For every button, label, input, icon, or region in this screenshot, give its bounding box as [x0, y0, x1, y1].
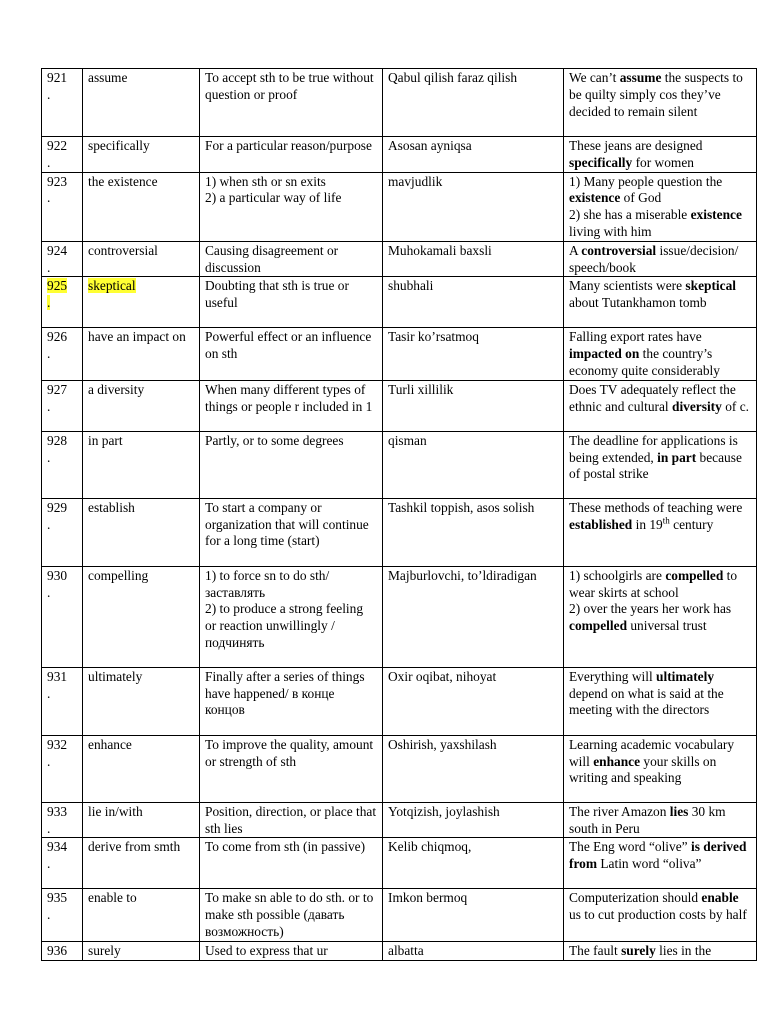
example-cell	[564, 838, 757, 889]
definition-cell: Partly, or to some degrees	[200, 431, 383, 498]
example-text: living with him	[569, 223, 652, 239]
word-cell	[83, 889, 200, 941]
word-cell	[83, 941, 200, 960]
table-row	[42, 69, 757, 137]
definition-cell: Used to express that ur	[200, 941, 383, 960]
example-cell	[564, 941, 757, 960]
example-text: depend on what is said at the meeting with the directors	[569, 685, 724, 718]
row-number: 928 .	[47, 432, 68, 465]
vocabulary-word: in part	[88, 432, 123, 448]
translation-cell: Asosan ayniqsa	[383, 137, 564, 173]
example-cell	[564, 498, 757, 566]
row-number: 924 .	[47, 242, 68, 275]
vocabulary-word: the existence	[88, 173, 158, 189]
example-text: to wear skirts at school 2) over the years her work has	[569, 567, 738, 617]
example-text: your skills on writing and speaking	[569, 753, 717, 786]
row-number-cell	[42, 566, 83, 667]
translation-cell: Imkon bermoq	[383, 889, 564, 941]
row-number-cell	[42, 889, 83, 941]
definition-cell: When many different types of things or people r included in 1	[200, 380, 383, 431]
row-number: 925 .	[47, 278, 68, 311]
example-cell	[564, 172, 757, 241]
document-page	[41, 68, 756, 961]
example-text: lies in the	[655, 942, 712, 958]
example-text: 1) schoolgirls are	[569, 567, 666, 583]
vocabulary-word: establish	[88, 499, 135, 515]
table-row	[42, 328, 757, 380]
word-cell	[83, 277, 200, 328]
example-cell	[564, 431, 757, 498]
row-number-cell	[42, 941, 83, 960]
vocabulary-word: compelling	[88, 567, 149, 583]
row-number-cell	[42, 69, 83, 137]
example-cell	[564, 380, 757, 431]
word-cell	[83, 241, 200, 277]
example-text: Everything will	[569, 668, 657, 684]
example-text: the country’s economy quite considerably	[569, 346, 720, 378]
example-keyword: existence	[690, 207, 742, 223]
row-number: 933 .	[47, 803, 68, 836]
example-keyword: compelled	[665, 567, 724, 583]
vocabulary-word: a diversity	[88, 381, 145, 397]
example-cell	[564, 241, 757, 277]
example-text: Latin word “oliva”	[597, 856, 702, 872]
example-text: We can’t	[569, 70, 620, 85]
word-cell	[83, 431, 200, 498]
example-keyword: in part	[657, 449, 697, 465]
row-number: 929 .	[47, 499, 68, 532]
row-number-cell	[42, 498, 83, 566]
example-text: because of postal strike	[569, 449, 742, 482]
definition-cell: To start a company or organization that will continue for a long time (start)	[200, 498, 383, 566]
row-number: 931 .	[47, 668, 68, 701]
row-number-cell	[42, 241, 83, 277]
example-text: of c.	[721, 398, 749, 414]
definition-cell: Doubting that sth is true or useful	[200, 277, 383, 328]
definition-cell: To make sn able to do sth. or to make sth possible (давать возможность)	[200, 889, 383, 941]
definition-cell: Position, direction, or place that sth lies	[200, 802, 383, 838]
row-number: 921 .	[47, 70, 68, 102]
example-text: Many scientists were	[569, 278, 686, 294]
example-keyword: enable	[701, 890, 739, 906]
row-number-cell	[42, 802, 83, 838]
translation-cell: Majburlovchi, to’ldiradigan	[383, 566, 564, 667]
example-text: th	[662, 515, 670, 526]
translation-cell: Tasir ko’rsatmoq	[383, 328, 564, 380]
example-keyword: established	[569, 516, 633, 532]
example-text: These jeans are designed	[569, 138, 703, 153]
example-cell	[564, 277, 757, 328]
vocabulary-word: surely	[88, 942, 121, 958]
vocabulary-word: skeptical	[88, 278, 136, 294]
example-keyword: surely	[621, 942, 656, 958]
word-cell	[83, 137, 200, 173]
example-keyword: impacted on	[569, 346, 640, 362]
definition-cell: For a particular reason/purpose	[200, 137, 383, 173]
row-number: 935 .	[47, 890, 68, 923]
vocabulary-word: enhance	[88, 736, 132, 752]
example-text: of God 2) she has a miserable	[569, 190, 688, 223]
table-row	[42, 735, 757, 802]
table-row	[42, 241, 757, 277]
translation-cell: Oshirish, yaxshilash	[383, 735, 564, 802]
example-keyword: skeptical	[685, 278, 736, 294]
example-cell	[564, 328, 757, 380]
row-number-cell	[42, 328, 83, 380]
translation-cell: Muhokamali baxsli	[383, 241, 564, 277]
example-cell	[564, 802, 757, 838]
row-number-cell	[42, 380, 83, 431]
table-row	[42, 380, 757, 431]
table-row	[42, 838, 757, 889]
translation-cell: mavjudlik	[383, 172, 564, 241]
translation-cell: Qabul qilish faraz qilish	[383, 69, 564, 137]
row-number: 927 .	[47, 381, 68, 414]
example-text: for women	[632, 154, 694, 170]
table-row	[42, 802, 757, 838]
example-text: The river Amazon	[569, 803, 670, 819]
vocabulary-word: enable to	[88, 890, 137, 906]
row-number: 922 .	[47, 138, 68, 170]
word-cell	[83, 667, 200, 735]
definition-cell: To accept sth to be true without question or proof	[200, 69, 383, 137]
example-text: Learning academic vocabulary will	[569, 736, 735, 769]
vocabulary-word: have an impact on	[88, 329, 186, 345]
example-keyword: enhance	[593, 753, 641, 769]
example-cell	[564, 137, 757, 173]
example-cell	[564, 667, 757, 735]
definition-cell: 1) to force sn to do sth/заставлять 2) to produce a strong feeling or reaction unwillingly /подчинять	[200, 566, 383, 667]
row-number-cell	[42, 735, 83, 802]
translation-cell: Yotqizish, joylashish	[383, 802, 564, 838]
definition-cell: Powerful effect or an influence on sth	[200, 328, 383, 380]
row-number: 934 .	[47, 839, 68, 872]
table-row	[42, 889, 757, 941]
example-text: The deadline for applications is being extended,	[569, 432, 738, 465]
example-text: about Tutankhamon tomb	[569, 295, 707, 311]
word-cell	[83, 69, 200, 137]
example-keyword: ultimately	[656, 668, 715, 684]
word-cell	[83, 328, 200, 380]
definition-cell: 1) when sth or sn exits 2) a particular way of life	[200, 172, 383, 241]
vocabulary-word: lie in/with	[88, 803, 143, 819]
vocabulary-word: ultimately	[88, 668, 143, 684]
definition-cell: To come from sth (in passive)	[200, 838, 383, 889]
translation-cell: Kelib chiqmoq,	[383, 838, 564, 889]
example-text: us to cut production costs by half	[569, 907, 747, 923]
word-cell	[83, 498, 200, 566]
word-cell	[83, 172, 200, 241]
example-cell	[564, 735, 757, 802]
example-text: universal trust	[627, 618, 707, 634]
example-text: The Eng word “olive”	[569, 839, 691, 855]
row-number-cell	[42, 172, 83, 241]
definition-cell: Causing disagreement or discussion	[200, 241, 383, 277]
example-text: These methods of teaching were	[569, 499, 743, 515]
example-keyword: lies	[669, 803, 689, 819]
example-text: The fault	[569, 942, 622, 958]
vocabulary-word: controversial	[88, 242, 158, 258]
translation-cell: albatta	[383, 941, 564, 960]
translation-cell: Oxir oqibat, nihoyat	[383, 667, 564, 735]
row-number: 923 .	[47, 173, 68, 206]
row-number-cell	[42, 277, 83, 328]
word-cell	[83, 735, 200, 802]
example-text: 1) Many people question the	[569, 173, 723, 189]
word-cell	[83, 838, 200, 889]
example-keyword: assume	[619, 70, 662, 85]
row-number-cell	[42, 838, 83, 889]
definition-cell: To improve the quality, amount or strength of sth	[200, 735, 383, 802]
row-number-cell	[42, 667, 83, 735]
row-number: 930 .	[47, 567, 68, 600]
word-cell	[83, 802, 200, 838]
table-row	[42, 566, 757, 667]
word-cell	[83, 380, 200, 431]
table-row	[42, 277, 757, 328]
row-number-cell	[42, 431, 83, 498]
table-row	[42, 137, 757, 173]
example-text: Does TV adequately reflect the ethnic and cultural	[569, 381, 736, 414]
example-cell	[564, 889, 757, 941]
example-text: the suspects to be quilty simply cos they’ve decided to remain silent	[569, 70, 743, 119]
example-text: Falling export rates have	[569, 329, 702, 345]
vocabulary-table	[41, 68, 757, 961]
example-text: Computerization should	[569, 890, 702, 906]
example-keyword: diversity	[672, 398, 722, 414]
definition-cell: Finally after a series of things have happened/ в конце концов	[200, 667, 383, 735]
table-row	[42, 172, 757, 241]
table-row	[42, 667, 757, 735]
translation-cell: qisman	[383, 431, 564, 498]
example-text: century	[669, 516, 714, 532]
row-number: 926 .	[47, 329, 68, 362]
translation-cell: Tashkil toppish, asos solish	[383, 498, 564, 566]
row-number: 932 .	[47, 736, 68, 769]
row-number: 936	[47, 942, 68, 958]
example-keyword: is derived from	[569, 839, 747, 872]
row-number-cell	[42, 137, 83, 173]
vocabulary-word: derive from smth	[88, 839, 181, 855]
table-row	[42, 498, 757, 566]
example-text: in 19	[632, 516, 663, 532]
example-text: issue/decision/ speech/book	[569, 242, 739, 275]
table-row	[42, 941, 757, 960]
translation-cell: shubhali	[383, 277, 564, 328]
example-text: 30 km south in Peru	[569, 803, 726, 836]
example-cell	[564, 566, 757, 667]
vocabulary-word: assume	[88, 70, 128, 85]
example-keyword: existence	[569, 190, 621, 206]
translation-cell: Turli xillilik	[383, 380, 564, 431]
example-text: A	[569, 242, 582, 258]
table-row	[42, 431, 757, 498]
example-keyword: controversial	[581, 242, 657, 258]
example-keyword: compelled	[569, 618, 628, 634]
example-cell	[564, 69, 757, 137]
vocabulary-table-body	[42, 69, 757, 961]
word-cell	[83, 566, 200, 667]
example-keyword: specifically	[569, 154, 633, 170]
vocabulary-word: specifically	[88, 138, 150, 153]
